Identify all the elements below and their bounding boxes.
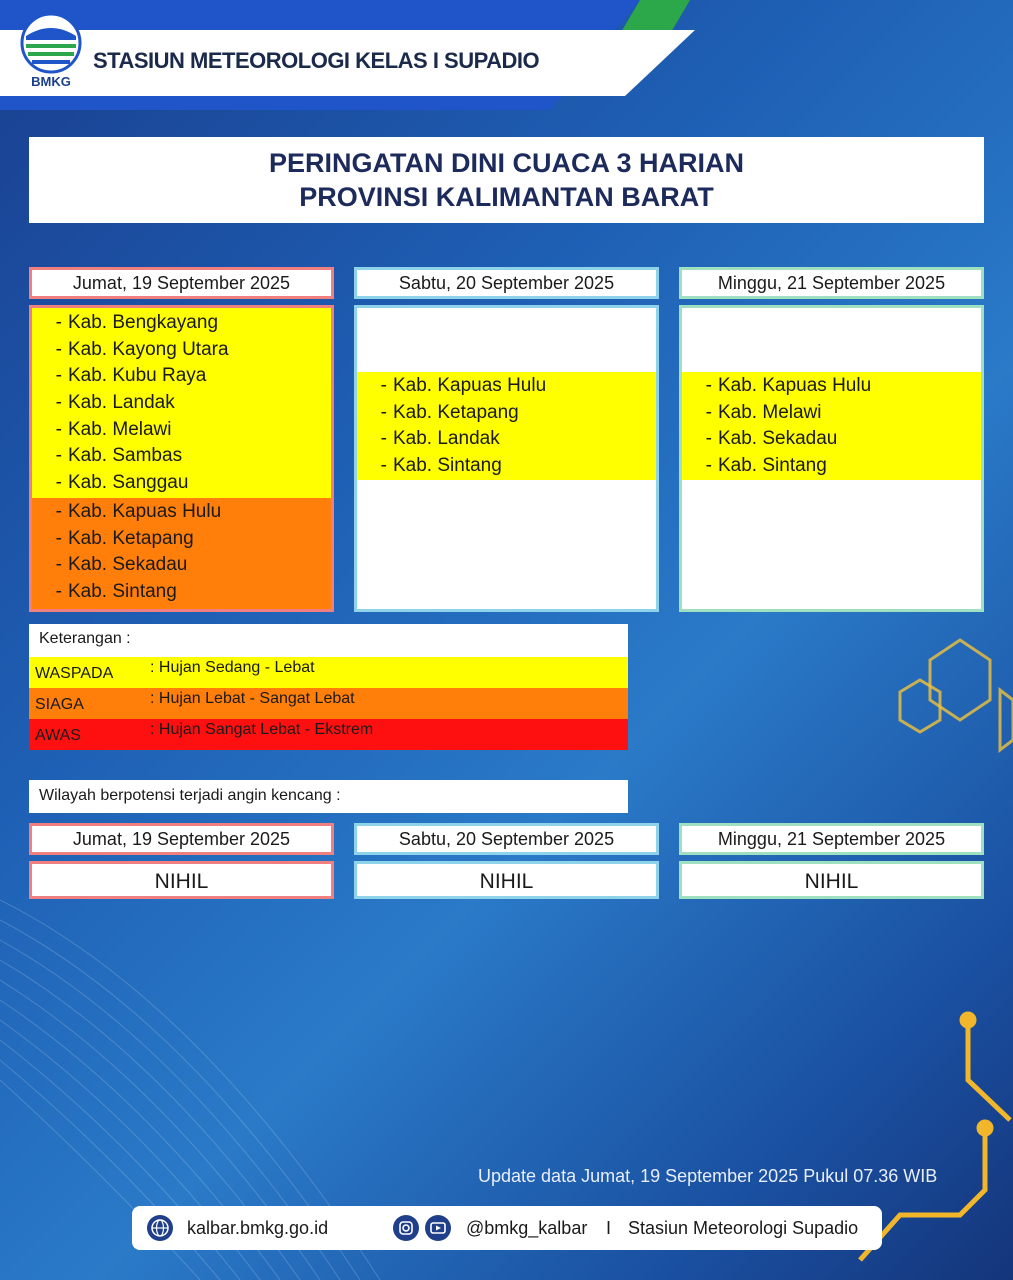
title-line-1: PERINGATAN DINI CUACA 3 HARIAN <box>268 148 744 178</box>
list-item: - Kab. Kapuas Hulu <box>380 375 547 396</box>
list-item: - Kab. Sintang <box>705 455 827 477</box>
list-item: - Kab. Bengkayang <box>55 312 219 333</box>
list-item: - Kab. Sekadau <box>55 554 188 576</box>
day2-waspada-block <box>357 372 656 480</box>
wind-day1-value: NIHIL <box>29 861 334 899</box>
list-item: - Kab. Kayong Utara <box>55 338 229 360</box>
list-item: - Kab. Kapuas Hulu <box>55 501 222 522</box>
bmkg-logo-icon <box>20 12 82 74</box>
wind-day2-value: NIHIL <box>354 861 659 899</box>
day2-date: Sabtu, 20 September 2025 <box>354 267 659 299</box>
title-line-2: PROVINSI KALIMANTAN BARAT <box>299 182 714 212</box>
footer-separator: I <box>606 1218 612 1238</box>
wind-day1-date: Jumat, 19 September 2025 <box>29 823 334 855</box>
social-handle[interactable]: @bmkg_kalbar <box>466 1218 588 1238</box>
footer-station-name: Stasiun Meteorologi Supadio <box>628 1218 859 1238</box>
logo-text: BMKG <box>31 74 71 89</box>
day2-panel <box>354 305 659 612</box>
list-item: - Kab. Kubu Raya <box>55 365 207 387</box>
list-item: - Kab. Kapuas Hulu <box>705 375 872 396</box>
wind-heading: Wilayah berpotensi terjadi angin kencang : <box>29 780 628 813</box>
footer-bar <box>132 1206 882 1250</box>
title-box <box>29 137 984 223</box>
instagram-icon[interactable] <box>393 1215 419 1241</box>
list-item: - Kab. Sintang <box>55 581 177 603</box>
list-item: - Kab. Landak <box>380 428 500 450</box>
day3-panel <box>679 305 984 612</box>
day1-date: Jumat, 19 September 2025 <box>29 267 334 299</box>
wind-day3-value: NIHIL <box>679 861 984 899</box>
list-item: - Kab. Melawi <box>55 418 172 440</box>
list-item: - Kab. Ketapang <box>380 401 519 423</box>
legend <box>29 624 628 749</box>
legend-row-awas: AWAS : Hujan Sangat Lebat - Ekstrem <box>29 719 628 750</box>
day3-waspada-block <box>682 372 981 480</box>
list-item: - Kab. Sambas <box>55 445 183 467</box>
day1-siaga-block <box>32 498 331 609</box>
wind-day2-date: Sabtu, 20 September 2025 <box>354 823 659 855</box>
wind-day3-date: Minggu, 21 September 2025 <box>679 823 984 855</box>
website-link[interactable]: kalbar.bmkg.go.id <box>187 1218 329 1238</box>
legend-heading: Keterangan : <box>39 630 131 647</box>
list-item: - Kab. Melawi <box>705 401 822 423</box>
update-text: Update data Jumat, 19 September 2025 Pukul 07.36 WIB <box>478 1166 938 1186</box>
day3-date: Minggu, 21 September 2025 <box>679 267 984 299</box>
legend-row-waspada: WASPADA : Hujan Sedang - Lebat <box>29 657 628 688</box>
globe-icon <box>147 1215 173 1241</box>
list-item: - Kab. Sintang <box>380 455 502 477</box>
day1-waspada-block <box>32 308 331 498</box>
list-item: - Kab. Ketapang <box>55 527 194 549</box>
day1-panel <box>29 305 334 612</box>
list-item: - Kab. Sekadau <box>705 428 838 450</box>
list-item: - Kab. Sanggau <box>55 472 189 494</box>
station-name: STASIUN METEOROLOGI KELAS I SUPADIO <box>93 48 540 73</box>
list-item: - Kab. Landak <box>55 392 175 414</box>
legend-row-siaga: SIAGA : Hujan Lebat - Sangat Lebat <box>29 688 628 719</box>
youtube-icon[interactable] <box>425 1215 451 1241</box>
